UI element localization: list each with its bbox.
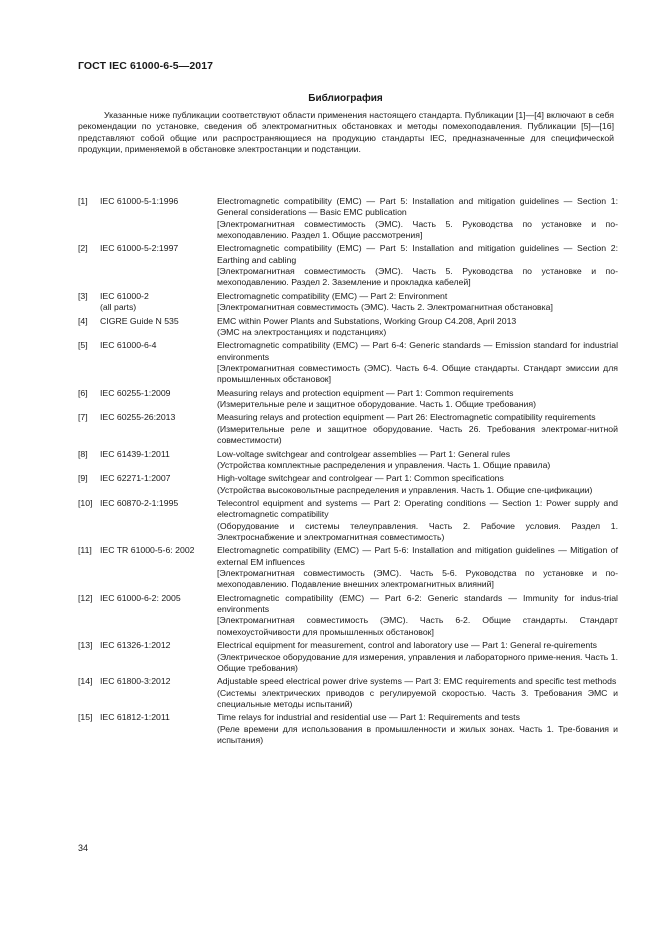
bibliography-entry bbox=[78, 712, 618, 746]
bibliography-entry bbox=[78, 412, 618, 446]
entry-title-en: Electrical equipment for measurement, control and laboratory use — Part 1: General re-quirements bbox=[217, 640, 598, 651]
entry-description bbox=[217, 196, 618, 241]
entry-title-ru: [Электромагнитная совместимость (ЭМС). Часть 6-4. Общие стандарты. Стандарт эмиссии для промышленных обстановок] bbox=[217, 362, 618, 385]
entry-number: [5] bbox=[78, 340, 88, 351]
entry-number: [14] bbox=[78, 676, 93, 687]
bibliography-entry bbox=[78, 449, 618, 472]
entry-description bbox=[217, 712, 618, 746]
entry-title-ru: (Электрическое оборудование для измерения, управления и лабораторного приме-нения. Часть 1. Общие требования) bbox=[217, 651, 618, 673]
intro-paragraph: Указанные ниже публикации соответствуют области применения настоящего стандарта. Публикации [1]—[4] включают в себя рекомендации по установке, сведения об электромагнитных обстановках и методы помехоподавления. Публикации [5]—[16] представляют собой общие или распространяющиеся на продукцию стандарты IEC, предназначенные для специфической продукции, применяемой в обстановке электростанции и подстанции. bbox=[78, 110, 614, 154]
entry-title-en: Electromagnetic compatibility (EMC) — Part 2: Environment bbox=[217, 290, 448, 301]
page-number: 34 bbox=[78, 843, 89, 853]
entry-title-en: Electromagnetic compatibility (EMC) — Part 6-4: Generic standards — Emission standard for industrial environments bbox=[217, 340, 618, 362]
bibliography-entry bbox=[78, 196, 618, 241]
entry-title-ru: (Устройства высоковольтные распределения и управления. Часть 1. Общие спе-цификации) bbox=[217, 484, 593, 495]
entry-title-ru: [Электромагнитная совместимость (ЭМС). Часть 2. Электромагнитная обстановка] bbox=[217, 302, 553, 313]
entry-number: [11] bbox=[78, 545, 92, 556]
entry-title-ru: [Электромагнитная совместимость (ЭМС). Часть 5. Руководства по установке и по-мехоподавлению. Раздел 1. Общие рассмотрения] bbox=[217, 218, 618, 240]
entry-title-ru: (Оборудование и системы телеуправления. Часть 2. Рабочие условия. Раздел 1. Электроснабжение и электромагнитная совместимость) bbox=[217, 520, 618, 542]
entry-title-en: Electromagnetic compatibility (EMC) — Part 5-6: Installation and mitigation guidelines — Mitigation of external EM influences bbox=[217, 545, 618, 567]
entry-standard-code: IEC 61326-1:2012 bbox=[100, 640, 171, 651]
entry-standard-code: IEC 60255-26:2013 bbox=[100, 412, 176, 423]
entry-number: [13] bbox=[78, 640, 93, 651]
entry-title-ru: (Измерительные реле и защитное оборудование. Часть 26. Требования электромаг-нитной совместимости) bbox=[217, 423, 618, 446]
entry-title-en: High-voltage switchgear and controlgear — Part 1: Common specifications bbox=[217, 473, 504, 484]
bibliography-entry bbox=[78, 676, 618, 710]
bibliography-entry bbox=[78, 498, 618, 543]
entry-title-en: Measuring relays and protection equipment — Part 1: Common requirements bbox=[217, 387, 514, 398]
entry-description bbox=[217, 412, 618, 446]
entry-number: [4] bbox=[78, 315, 88, 326]
entry-description bbox=[217, 473, 618, 496]
entry-description bbox=[217, 676, 618, 710]
entry-title-ru: (Реле времени для использования в промышленности и жилых зонах. Часть 1. Тре-бования и испытания) bbox=[217, 723, 618, 745]
entry-standard-code: IEC 61000-5-2:1997 bbox=[100, 243, 179, 254]
entry-description bbox=[217, 449, 618, 472]
entry-standard-code: IEC 61800-3:2012 bbox=[100, 676, 171, 687]
entry-title-en: Low-voltage switchgear and controlgear assemblies — Part 1: General rules bbox=[217, 448, 511, 459]
bibliography-entry bbox=[78, 340, 618, 385]
bibliography-entry bbox=[78, 545, 618, 590]
bibliography-list bbox=[78, 196, 618, 748]
entry-number: [3] bbox=[78, 290, 88, 301]
entry-title-ru: [Электромагнитная совместимость (ЭМС). Часть 5. Руководства по установке и по-мехоподавлению. Раздел 2. Заземление и прокладка кабелей] bbox=[217, 265, 618, 288]
bibliography-entry bbox=[78, 593, 618, 638]
entry-description bbox=[217, 498, 618, 543]
entry-standard-code: CIGRE Guide N 535 bbox=[100, 315, 179, 326]
entry-number: [9] bbox=[78, 473, 88, 484]
entry-number: [12] bbox=[78, 592, 93, 603]
entry-number: [15] bbox=[78, 712, 93, 723]
entry-standard-code: IEC 60870-2-1:1995 bbox=[100, 498, 179, 509]
bibliography-entry bbox=[78, 243, 618, 288]
entry-number: [2] bbox=[78, 243, 88, 254]
entry-description bbox=[217, 545, 618, 590]
entry-title-en: Adjustable speed electrical power drive systems — Part 3: EMC requirements and specific test methods bbox=[217, 676, 617, 687]
entry-standard-code: IEC 61000-5-1:1996 bbox=[100, 196, 179, 206]
entry-number: [8] bbox=[78, 448, 88, 459]
entry-description bbox=[217, 291, 618, 314]
entry-title-en: Time relays for industrial and residential use — Part 1: Requirements and tests bbox=[217, 712, 520, 723]
bibliography-entry bbox=[78, 640, 618, 674]
entry-standard-code: IEC 61000-2 (all parts) bbox=[100, 290, 149, 313]
entry-title-en: Measuring relays and protection equipment — Part 26: Electromagnetic compatibility requirements bbox=[217, 412, 596, 423]
entry-title-en: Electromagnetic compatibility (EMC) — Part 6-2: Generic standards — Immunity for indus-trial environments bbox=[217, 592, 618, 615]
entry-description bbox=[217, 388, 618, 411]
entry-number: [10] bbox=[78, 498, 93, 509]
entry-title-ru: (Устройства комплектные распределения и управления. Часть 1. Общие правила) bbox=[217, 459, 551, 470]
entry-standard-code: IEC TR 61000-5-6: 2002 bbox=[100, 545, 195, 556]
entry-standard-code: IEC 62271-1:2007 bbox=[100, 473, 171, 484]
entry-title-ru: (ЭМС на электростанциях и подстанциях) bbox=[217, 326, 387, 337]
entry-description bbox=[217, 640, 618, 674]
bibliography-entry bbox=[78, 473, 618, 496]
entry-standard-code: IEC 61812-1:2011 bbox=[100, 712, 170, 723]
entry-title-ru: (Системы электрических приводов с регулируемой скоростью. Часть 3. Требования ЭМС и специальные методы испытаний) bbox=[217, 687, 618, 709]
bibliography-entry bbox=[78, 291, 618, 314]
entry-description bbox=[217, 340, 618, 385]
entry-number: [6] bbox=[78, 387, 88, 398]
entry-title-ru: (Измерительные реле и защитное оборудование. Часть 1. Общие требования) bbox=[217, 398, 536, 409]
document-header: ГОСТ IEC 61000-6-5—2017 bbox=[78, 60, 214, 72]
entry-standard-code: IEC 61439-1:2011 bbox=[100, 448, 170, 459]
entry-title-en: Electromagnetic compatibility (EMC) — Part 5: Installation and mitigation guidelines — Section 2: Earthing and cabling bbox=[217, 243, 618, 265]
entry-standard-code: IEC 61000-6-2: 2005 bbox=[100, 592, 181, 603]
entry-title-ru: [Электромагнитная совместимость (ЭМС). Часть 6-2. Общие стандарты. Стандарт помехоустойчивости для промышленных обстановок] bbox=[217, 615, 618, 637]
entry-title-en: EMC within Power Plants and Substations, Working Group C4.208, April 2013 bbox=[217, 315, 517, 326]
entry-title-en: Electromagnetic compatibility (EMC) — Part 5: Installation and mitigation guidelines — Section 1: General considerations — Basic EMC publication bbox=[217, 196, 618, 218]
entry-standard-code: IEC 60255-1:2009 bbox=[100, 387, 171, 398]
entry-title-ru: [Электромагнитная совместимость (ЭМС). Часть 5-6. Руководства по установке и по-мехоподавлению. Подавление внешних электромагнитных влияний] bbox=[217, 568, 618, 590]
bibliography-entry bbox=[78, 388, 618, 411]
entry-standard-code: IEC 61000-6-4 bbox=[100, 340, 157, 351]
entry-description bbox=[217, 316, 618, 339]
bibliography-entry bbox=[78, 316, 618, 339]
entry-title-en: Telecontrol equipment and systems — Part 2: Operating conditions — Section 1: Power supply and electromagnetic compatibility bbox=[217, 498, 618, 520]
page-title: Библиография bbox=[308, 93, 383, 104]
entry-number: [1] bbox=[78, 196, 88, 206]
entry-number: [7] bbox=[78, 412, 88, 423]
entry-description bbox=[217, 593, 618, 638]
entry-description bbox=[217, 243, 618, 288]
